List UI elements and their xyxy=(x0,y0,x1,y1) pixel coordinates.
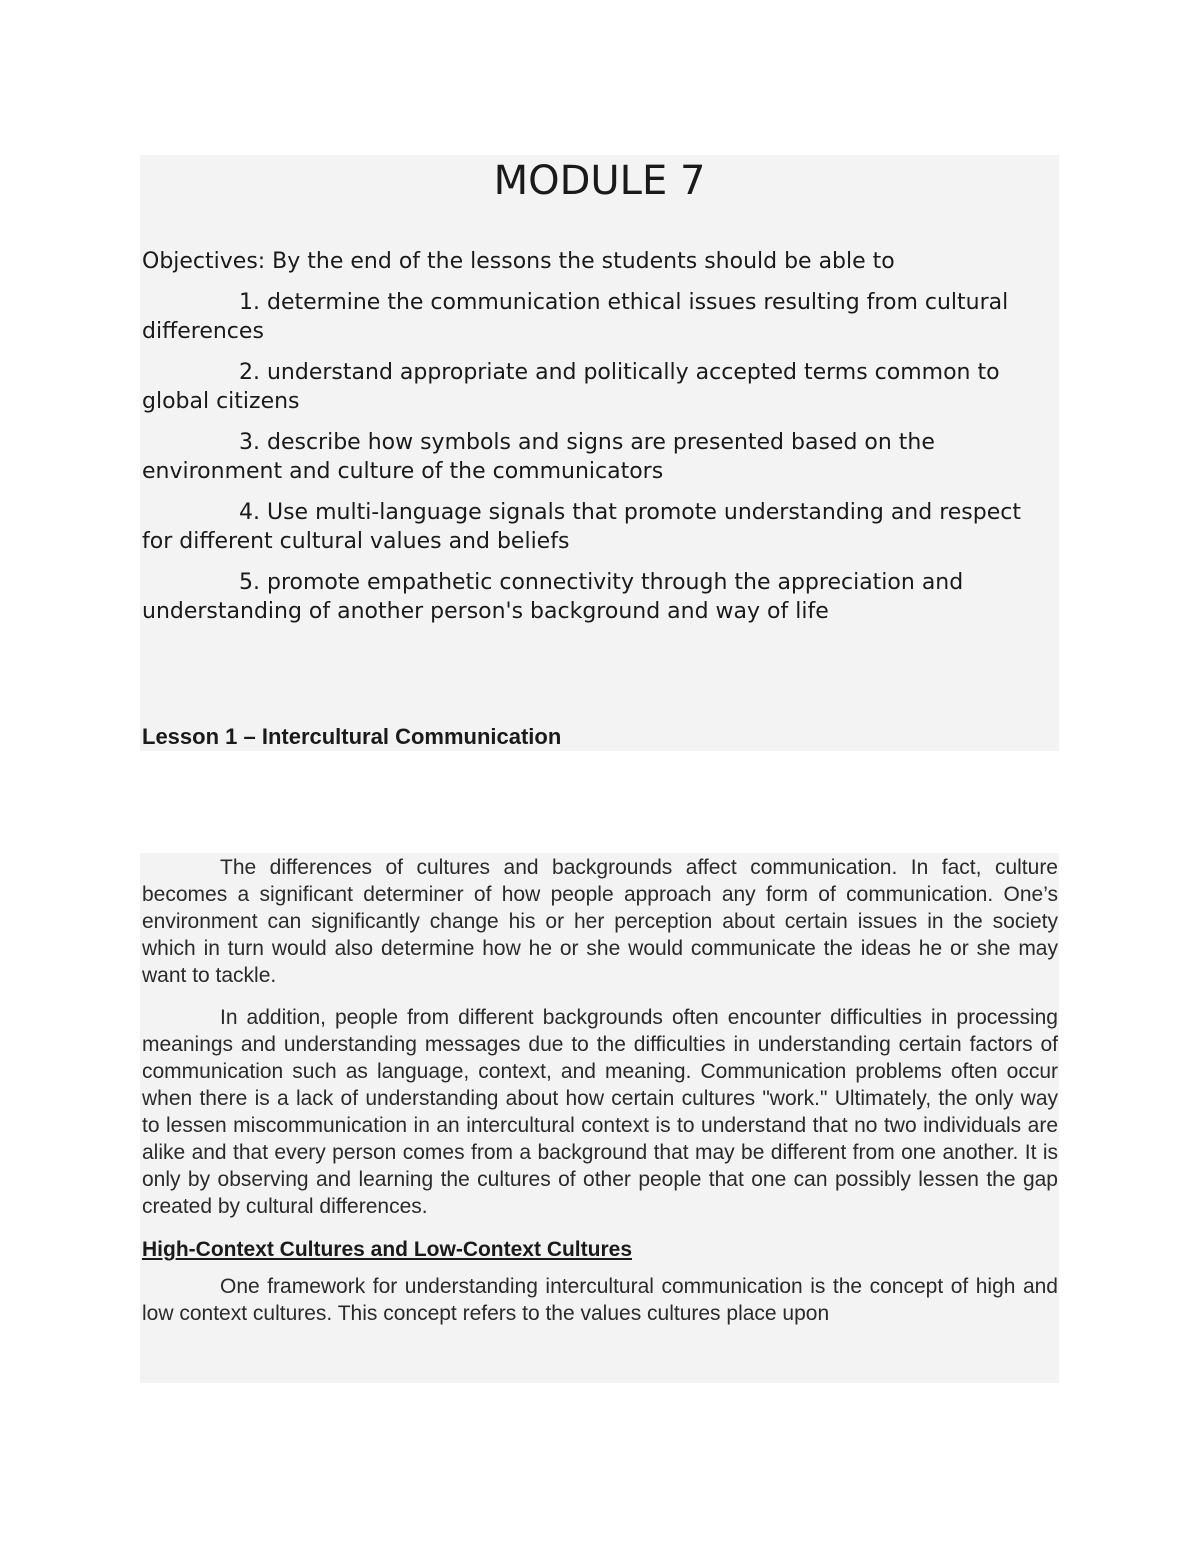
objective-text: understand appropriate and politically accepted terms common to global citizens xyxy=(142,360,1000,414)
objective-item xyxy=(142,288,1042,346)
body-paragraph: One framework for understanding intercultural communication is the concept of high and low context cultures. This concept refers to the values cultures place upon xyxy=(142,1275,1058,1325)
section-heading: High-Context Cultures and Low-Context Cultures xyxy=(142,1238,632,1261)
objective-item xyxy=(142,358,1042,416)
body-paragraph: In addition, people from different backgrounds often encounter difficulties in processing meanings and understanding messages due to the difficulties in understanding certain factors of communication such as language, context, and meaning. Communication problems often occur when there is a lack of understanding about how certain cultures "work." Ultimately, the only way to lessen miscommunication in an intercultural context is to understand that no two individuals are alike and that every person comes from a background that may be different from one another. It is only by observing and learning the cultures of other people that one can possibly lessen the gap created by cultural differences. xyxy=(142,1006,1058,1218)
objective-number: 1. xyxy=(239,290,260,315)
objective-text: describe how symbols and signs are presented based on the environment and culture of the communicators xyxy=(142,430,935,484)
objective-item xyxy=(142,428,1042,486)
objective-text: Use multi-language signals that promote understanding and respect for different cultural values and beliefs xyxy=(142,500,1021,554)
objective-text: determine the communication ethical issues resulting from cultural differences xyxy=(142,290,1009,344)
objective-text: promote empathetic connectivity through the appreciation and understanding of another person's background and way of life xyxy=(142,570,964,624)
objectives-section xyxy=(142,247,1042,638)
module-title: MODULE 7 xyxy=(493,158,706,204)
objectives-intro: Objectives: By the end of the lessons the students should be able to xyxy=(142,249,895,274)
objective-number: 3. xyxy=(239,430,260,455)
body-paragraph: The differences of cultures and backgrounds affect communication. In fact, culture becomes a significant determiner of how people approach any form of communication. One’s environment can significantly change his or her perception about certain issues in the society which in turn would also determine how he or she would communicate the ideas he or she may want to tackle. xyxy=(142,856,1058,987)
lesson-body xyxy=(142,854,1058,1342)
objective-number: 5. xyxy=(239,570,260,595)
objective-item xyxy=(142,568,1042,626)
objective-number: 2. xyxy=(239,360,260,385)
objective-number: 4. xyxy=(239,500,260,525)
lesson-heading: Lesson 1 – Intercultural Communication xyxy=(142,724,562,749)
objective-item xyxy=(142,498,1042,556)
